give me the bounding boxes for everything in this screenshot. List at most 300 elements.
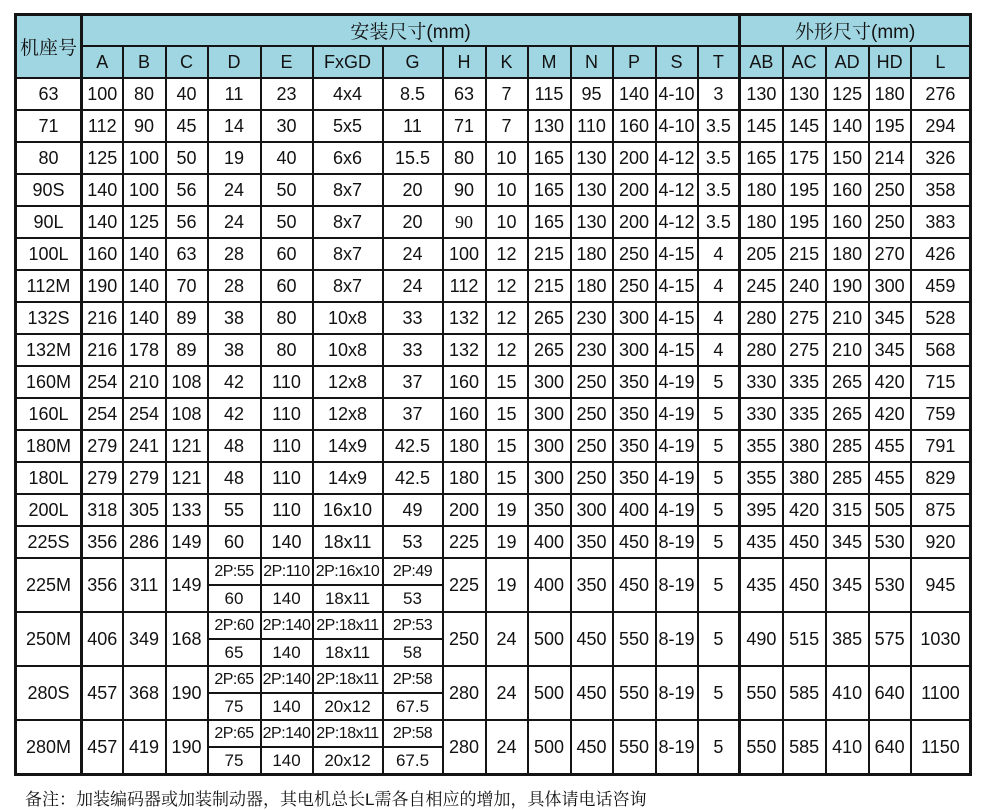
data-cell-split — [383, 720, 443, 775]
data-cell: 920 — [911, 526, 971, 558]
section-header: 安装尺寸(mm) — [82, 15, 740, 47]
data-cell: 215 — [528, 270, 571, 302]
data-cell: 4-12 — [656, 206, 698, 238]
data-cell: 24 — [208, 206, 261, 238]
split-cell-bottom-value: 140 — [262, 584, 312, 611]
data-cell: 95 — [571, 78, 613, 110]
column-header-h: H — [443, 46, 486, 78]
split-cell-top-value: 2P:140 — [262, 616, 311, 634]
data-cell: 140 — [82, 206, 123, 238]
data-cell: 279 — [123, 462, 166, 494]
column-header-c: C — [166, 46, 208, 78]
data-cell: 500 — [528, 666, 571, 720]
data-cell: 350 — [528, 494, 571, 526]
split-cell-top-value: 2P:49 — [392, 562, 433, 580]
data-cell: 241 — [123, 430, 166, 462]
table-row-225m — [16, 558, 971, 612]
data-cell: 140 — [261, 526, 313, 558]
data-cell: 160 — [82, 238, 123, 270]
data-cell: 410 — [826, 666, 869, 720]
data-cell: 1150 — [911, 720, 971, 775]
data-cell: 459 — [911, 270, 971, 302]
data-cell: 3.5 — [698, 174, 740, 206]
data-cell: 14x9 — [313, 430, 383, 462]
data-cell: 140 — [82, 174, 123, 206]
data-cell: 180 — [869, 78, 911, 110]
column-header-m: M — [528, 46, 571, 78]
data-cell: 210 — [826, 334, 869, 366]
data-cell: 455 — [869, 462, 911, 494]
data-cell: 8x7 — [313, 206, 383, 238]
corner-header-frame-number: 机座号 — [16, 15, 82, 79]
data-cell: 250 — [443, 612, 486, 666]
row-header-frame-size: 280M — [16, 720, 82, 775]
data-cell: 121 — [166, 430, 208, 462]
data-cell: 265 — [826, 398, 869, 430]
data-cell: 165 — [528, 142, 571, 174]
data-cell: 5 — [698, 720, 740, 775]
data-cell: 110 — [261, 398, 313, 430]
column-header-b: B — [123, 46, 166, 78]
split-cell-top-value: 2P:16x10 — [315, 562, 380, 580]
data-cell: 356 — [82, 558, 123, 612]
data-cell: 160 — [443, 366, 486, 398]
data-cell: 132 — [443, 334, 486, 366]
data-cell: 385 — [826, 612, 869, 666]
data-cell: 50 — [261, 174, 313, 206]
data-cell: 4-10 — [656, 78, 698, 110]
data-cell: 315 — [826, 494, 869, 526]
data-cell: 12x8 — [313, 366, 383, 398]
split-cell-top-value: 2P:55 — [214, 562, 254, 580]
split-cell-bottom-value: 18x11 — [314, 584, 382, 611]
data-cell: 80 — [443, 142, 486, 174]
data-cell: 140 — [613, 78, 656, 110]
data-cell: 178 — [123, 334, 166, 366]
data-cell: 24 — [383, 270, 443, 302]
column-header-fxgd: FxGD — [313, 46, 383, 78]
data-cell: 125 — [123, 206, 166, 238]
data-cell: 110 — [261, 462, 313, 494]
row-header-frame-size: 132S — [16, 302, 82, 334]
data-cell: 300 — [528, 398, 571, 430]
data-cell: 20 — [383, 174, 443, 206]
data-cell: 10 — [486, 142, 528, 174]
data-cell: 265 — [528, 302, 571, 334]
column-header-n: N — [571, 46, 613, 78]
data-cell: 130 — [528, 110, 571, 142]
data-cell: 5 — [698, 666, 740, 720]
data-cell: 265 — [826, 366, 869, 398]
data-cell: 8.5 — [383, 78, 443, 110]
data-cell: 640 — [869, 720, 911, 775]
column-header-s: S — [656, 46, 698, 78]
data-cell: 165 — [528, 174, 571, 206]
data-cell: 149 — [166, 526, 208, 558]
data-cell: 250 — [613, 270, 656, 302]
data-cell: 16x10 — [313, 494, 383, 526]
data-cell: 38 — [208, 302, 261, 334]
split-cell-inner — [314, 721, 382, 773]
data-cell: 10x8 — [313, 334, 383, 366]
data-cell: 195 — [783, 174, 826, 206]
data-cell: 335 — [783, 366, 826, 398]
data-cell: 715 — [911, 366, 971, 398]
data-cell: 42.5 — [383, 430, 443, 462]
data-cell: 190 — [82, 270, 123, 302]
data-cell: 56 — [166, 174, 208, 206]
data-cell: 5x5 — [313, 110, 383, 142]
data-cell: 12 — [486, 270, 528, 302]
data-cell: 550 — [613, 720, 656, 775]
data-cell: 121 — [166, 462, 208, 494]
data-cell: 4-19 — [656, 430, 698, 462]
data-cell: 505 — [869, 494, 911, 526]
data-cell-split — [261, 720, 313, 775]
data-cell: 791 — [911, 430, 971, 462]
column-header-ad: AD — [826, 46, 869, 78]
data-cell: 8-19 — [656, 526, 698, 558]
data-cell: 19 — [486, 494, 528, 526]
split-cell-inner — [262, 667, 312, 719]
data-cell: 406 — [82, 612, 123, 666]
data-cell: 515 — [783, 612, 826, 666]
data-cell: 250 — [869, 174, 911, 206]
data-cell: 56 — [166, 206, 208, 238]
data-cell: 210 — [123, 366, 166, 398]
data-cell: 180 — [571, 270, 613, 302]
row-header-frame-size: 71 — [16, 110, 82, 142]
data-cell: 250 — [571, 462, 613, 494]
data-cell: 457 — [82, 666, 123, 720]
data-cell: 90 — [123, 110, 166, 142]
data-cell: 400 — [528, 526, 571, 558]
split-cell-top-value: 2P:140 — [262, 670, 311, 688]
data-cell: 145 — [740, 110, 783, 142]
data-cell: 585 — [783, 720, 826, 775]
data-cell: 300 — [571, 494, 613, 526]
data-cell: 530 — [869, 526, 911, 558]
data-cell: 10x8 — [313, 302, 383, 334]
data-cell: 14x9 — [313, 462, 383, 494]
row-header-frame-size: 250M — [16, 612, 82, 666]
data-cell: 60 — [261, 270, 313, 302]
data-cell: 180 — [443, 462, 486, 494]
data-cell: 180 — [571, 238, 613, 270]
data-cell: 125 — [82, 142, 123, 174]
data-cell-split — [383, 612, 443, 666]
split-cell-top-value: 2P:65 — [214, 670, 254, 688]
data-cell: 115 — [528, 78, 571, 110]
row-header-frame-size: 112M — [16, 270, 82, 302]
split-cell-inner — [384, 721, 442, 773]
data-cell: 205 — [740, 238, 783, 270]
split-cell-inner — [314, 667, 382, 719]
data-cell: 60 — [208, 526, 261, 558]
data-cell: 108 — [166, 398, 208, 430]
table-row-180l — [16, 462, 971, 494]
data-cell: 125 — [826, 78, 869, 110]
split-cell-top-value: 2P:140 — [262, 724, 311, 742]
data-cell: 8-19 — [656, 720, 698, 775]
row-header-frame-size: 160M — [16, 366, 82, 398]
column-header-p: P — [613, 46, 656, 78]
split-cell-top-value: 2P:65 — [214, 724, 254, 742]
data-cell: 7 — [486, 110, 528, 142]
data-cell: 100 — [82, 78, 123, 110]
data-cell: 230 — [571, 334, 613, 366]
data-cell: 945 — [911, 558, 971, 612]
data-cell: 100 — [123, 142, 166, 174]
data-cell: 8x7 — [313, 270, 383, 302]
data-cell: 300 — [613, 302, 656, 334]
data-cell: 15 — [486, 462, 528, 494]
data-cell: 5 — [698, 462, 740, 494]
data-cell: 49 — [383, 494, 443, 526]
data-cell: 168 — [166, 612, 208, 666]
data-cell: 24 — [486, 720, 528, 775]
data-cell: 50 — [261, 206, 313, 238]
data-cell: 12 — [486, 238, 528, 270]
data-cell: 550 — [613, 612, 656, 666]
table-row-250m — [16, 612, 971, 666]
data-cell: 435 — [740, 526, 783, 558]
table-row-132m — [16, 334, 971, 366]
data-cell: 457 — [82, 720, 123, 775]
data-cell: 326 — [911, 142, 971, 174]
data-cell: 18x11 — [313, 526, 383, 558]
data-cell: 875 — [911, 494, 971, 526]
data-cell: 42 — [208, 398, 261, 430]
data-cell: 350 — [613, 366, 656, 398]
row-header-frame-size: 100L — [16, 238, 82, 270]
split-cell-bottom-value: 140 — [262, 638, 312, 665]
table-row-200l — [16, 494, 971, 526]
data-cell: 500 — [528, 612, 571, 666]
data-cell: 455 — [869, 430, 911, 462]
data-cell: 3 — [698, 78, 740, 110]
data-cell: 276 — [911, 78, 971, 110]
data-cell: 5 — [698, 398, 740, 430]
data-cell: 225 — [443, 558, 486, 612]
data-cell: 400 — [528, 558, 571, 612]
column-header-ab: AB — [740, 46, 783, 78]
row-header-frame-size: 80 — [16, 142, 82, 174]
data-cell: 490 — [740, 612, 783, 666]
column-header-hd: HD — [869, 46, 911, 78]
data-cell: 8-19 — [656, 558, 698, 612]
table-row-180m — [16, 430, 971, 462]
data-cell: 5 — [698, 526, 740, 558]
data-cell: 110 — [261, 494, 313, 526]
data-cell: 3.5 — [698, 142, 740, 174]
data-cell: 8x7 — [313, 174, 383, 206]
data-cell: 90 — [443, 206, 486, 238]
data-cell: 4 — [698, 334, 740, 366]
data-cell: 345 — [869, 334, 911, 366]
data-cell-split — [208, 558, 261, 612]
data-cell: 285 — [826, 430, 869, 462]
data-cell: 5 — [698, 366, 740, 398]
data-cell-split — [208, 612, 261, 666]
data-cell: 195 — [869, 110, 911, 142]
row-header-frame-size: 280S — [16, 666, 82, 720]
data-cell: 10 — [486, 174, 528, 206]
data-cell: 190 — [826, 270, 869, 302]
split-cell-inner — [209, 613, 260, 665]
data-cell: 110 — [571, 110, 613, 142]
data-cell: 265 — [528, 334, 571, 366]
split-cell-inner — [209, 667, 260, 719]
data-cell: 240 — [783, 270, 826, 302]
row-header-frame-size: 225S — [16, 526, 82, 558]
data-cell: 450 — [613, 558, 656, 612]
data-cell: 149 — [166, 558, 208, 612]
data-cell: 130 — [571, 174, 613, 206]
row-header-frame-size: 180M — [16, 430, 82, 462]
data-cell: 4-19 — [656, 398, 698, 430]
data-cell: 140 — [123, 238, 166, 270]
data-cell: 60 — [261, 238, 313, 270]
table-row-112m — [16, 270, 971, 302]
split-cell-bottom-value: 75 — [209, 746, 260, 773]
data-cell: 410 — [826, 720, 869, 775]
data-cell: 12 — [486, 334, 528, 366]
data-cell: 345 — [869, 302, 911, 334]
data-cell: 286 — [123, 526, 166, 558]
data-cell: 160 — [443, 398, 486, 430]
data-cell: 216 — [82, 302, 123, 334]
split-cell-inner — [262, 559, 312, 611]
data-cell-split — [261, 612, 313, 666]
data-cell: 180 — [740, 206, 783, 238]
split-cell-bottom-value: 140 — [262, 746, 312, 773]
data-cell: 200 — [613, 206, 656, 238]
split-cell-top-value: 2P:58 — [392, 724, 433, 742]
data-cell: 150 — [826, 142, 869, 174]
data-cell: 160 — [826, 206, 869, 238]
data-cell: 250 — [571, 398, 613, 430]
data-cell: 4-19 — [656, 494, 698, 526]
data-cell: 280 — [740, 302, 783, 334]
data-cell: 300 — [528, 462, 571, 494]
data-cell-split — [383, 558, 443, 612]
data-cell: 160 — [826, 174, 869, 206]
data-cell: 108 — [166, 366, 208, 398]
column-header-k: K — [486, 46, 528, 78]
data-cell: 24 — [383, 238, 443, 270]
data-cell: 435 — [740, 558, 783, 612]
data-cell: 89 — [166, 302, 208, 334]
data-cell: 550 — [740, 720, 783, 775]
data-cell: 350 — [613, 462, 656, 494]
split-cell-bottom-value: 67.5 — [384, 746, 442, 773]
data-cell: 285 — [826, 462, 869, 494]
data-cell: 279 — [82, 430, 123, 462]
data-cell: 19 — [486, 526, 528, 558]
data-cell: 358 — [911, 174, 971, 206]
data-cell: 63 — [166, 238, 208, 270]
split-cell-top-value: 2P:110 — [263, 562, 310, 580]
row-header-frame-size: 200L — [16, 494, 82, 526]
data-cell: 23 — [261, 78, 313, 110]
data-cell: 28 — [208, 238, 261, 270]
data-cell: 380 — [783, 430, 826, 462]
data-cell: 215 — [783, 238, 826, 270]
data-cell: 420 — [869, 398, 911, 430]
split-cell-inner — [262, 721, 312, 773]
table-row-90l — [16, 206, 971, 238]
data-cell-split — [313, 612, 383, 666]
data-cell-split — [208, 666, 261, 720]
motor-dimensions-table — [14, 13, 972, 776]
data-cell: 160 — [613, 110, 656, 142]
data-cell: 4 — [698, 238, 740, 270]
data-cell: 24 — [486, 612, 528, 666]
data-cell: 395 — [740, 494, 783, 526]
data-cell: 759 — [911, 398, 971, 430]
data-cell: 7 — [486, 78, 528, 110]
data-cell: 4 — [698, 302, 740, 334]
split-cell-bottom-value: 20x12 — [314, 746, 382, 773]
data-cell: 380 — [783, 462, 826, 494]
data-cell: 24 — [486, 666, 528, 720]
data-cell: 5 — [698, 558, 740, 612]
data-cell-split — [261, 558, 313, 612]
data-cell: 132 — [443, 302, 486, 334]
data-cell: 279 — [82, 462, 123, 494]
data-cell: 349 — [123, 612, 166, 666]
data-cell: 4-15 — [656, 270, 698, 302]
data-cell: 215 — [528, 238, 571, 270]
split-cell-bottom-value: 65 — [209, 638, 260, 665]
row-header-frame-size: 90L — [16, 206, 82, 238]
data-cell: 245 — [740, 270, 783, 302]
data-cell: 175 — [783, 142, 826, 174]
data-cell: 5 — [698, 494, 740, 526]
split-cell-inner — [209, 721, 260, 773]
split-cell-top-value: 2P:58 — [392, 670, 433, 688]
data-cell: 140 — [123, 302, 166, 334]
data-cell: 12 — [486, 302, 528, 334]
split-cell-bottom-value: 53 — [384, 584, 442, 611]
data-cell: 71 — [443, 110, 486, 142]
column-header-g: G — [383, 46, 443, 78]
data-cell: 28 — [208, 270, 261, 302]
data-cell: 42.5 — [383, 462, 443, 494]
data-cell: 300 — [528, 430, 571, 462]
data-cell: 200 — [443, 494, 486, 526]
data-cell: 40 — [166, 78, 208, 110]
data-cell: 4-19 — [656, 462, 698, 494]
data-cell: 48 — [208, 430, 261, 462]
data-cell: 4-15 — [656, 302, 698, 334]
data-cell: 63 — [443, 78, 486, 110]
data-cell: 426 — [911, 238, 971, 270]
data-cell: 89 — [166, 334, 208, 366]
data-cell: 420 — [783, 494, 826, 526]
column-header-a: A — [82, 46, 123, 78]
data-cell: 350 — [613, 430, 656, 462]
data-cell: 190 — [166, 720, 208, 775]
data-cell: 210 — [826, 302, 869, 334]
data-cell: 550 — [613, 666, 656, 720]
split-cell-top-value: 2P:60 — [214, 616, 254, 634]
data-cell: 6x6 — [313, 142, 383, 174]
data-cell: 575 — [869, 612, 911, 666]
split-cell-bottom-value: 20x12 — [314, 692, 382, 719]
data-cell: 130 — [783, 78, 826, 110]
